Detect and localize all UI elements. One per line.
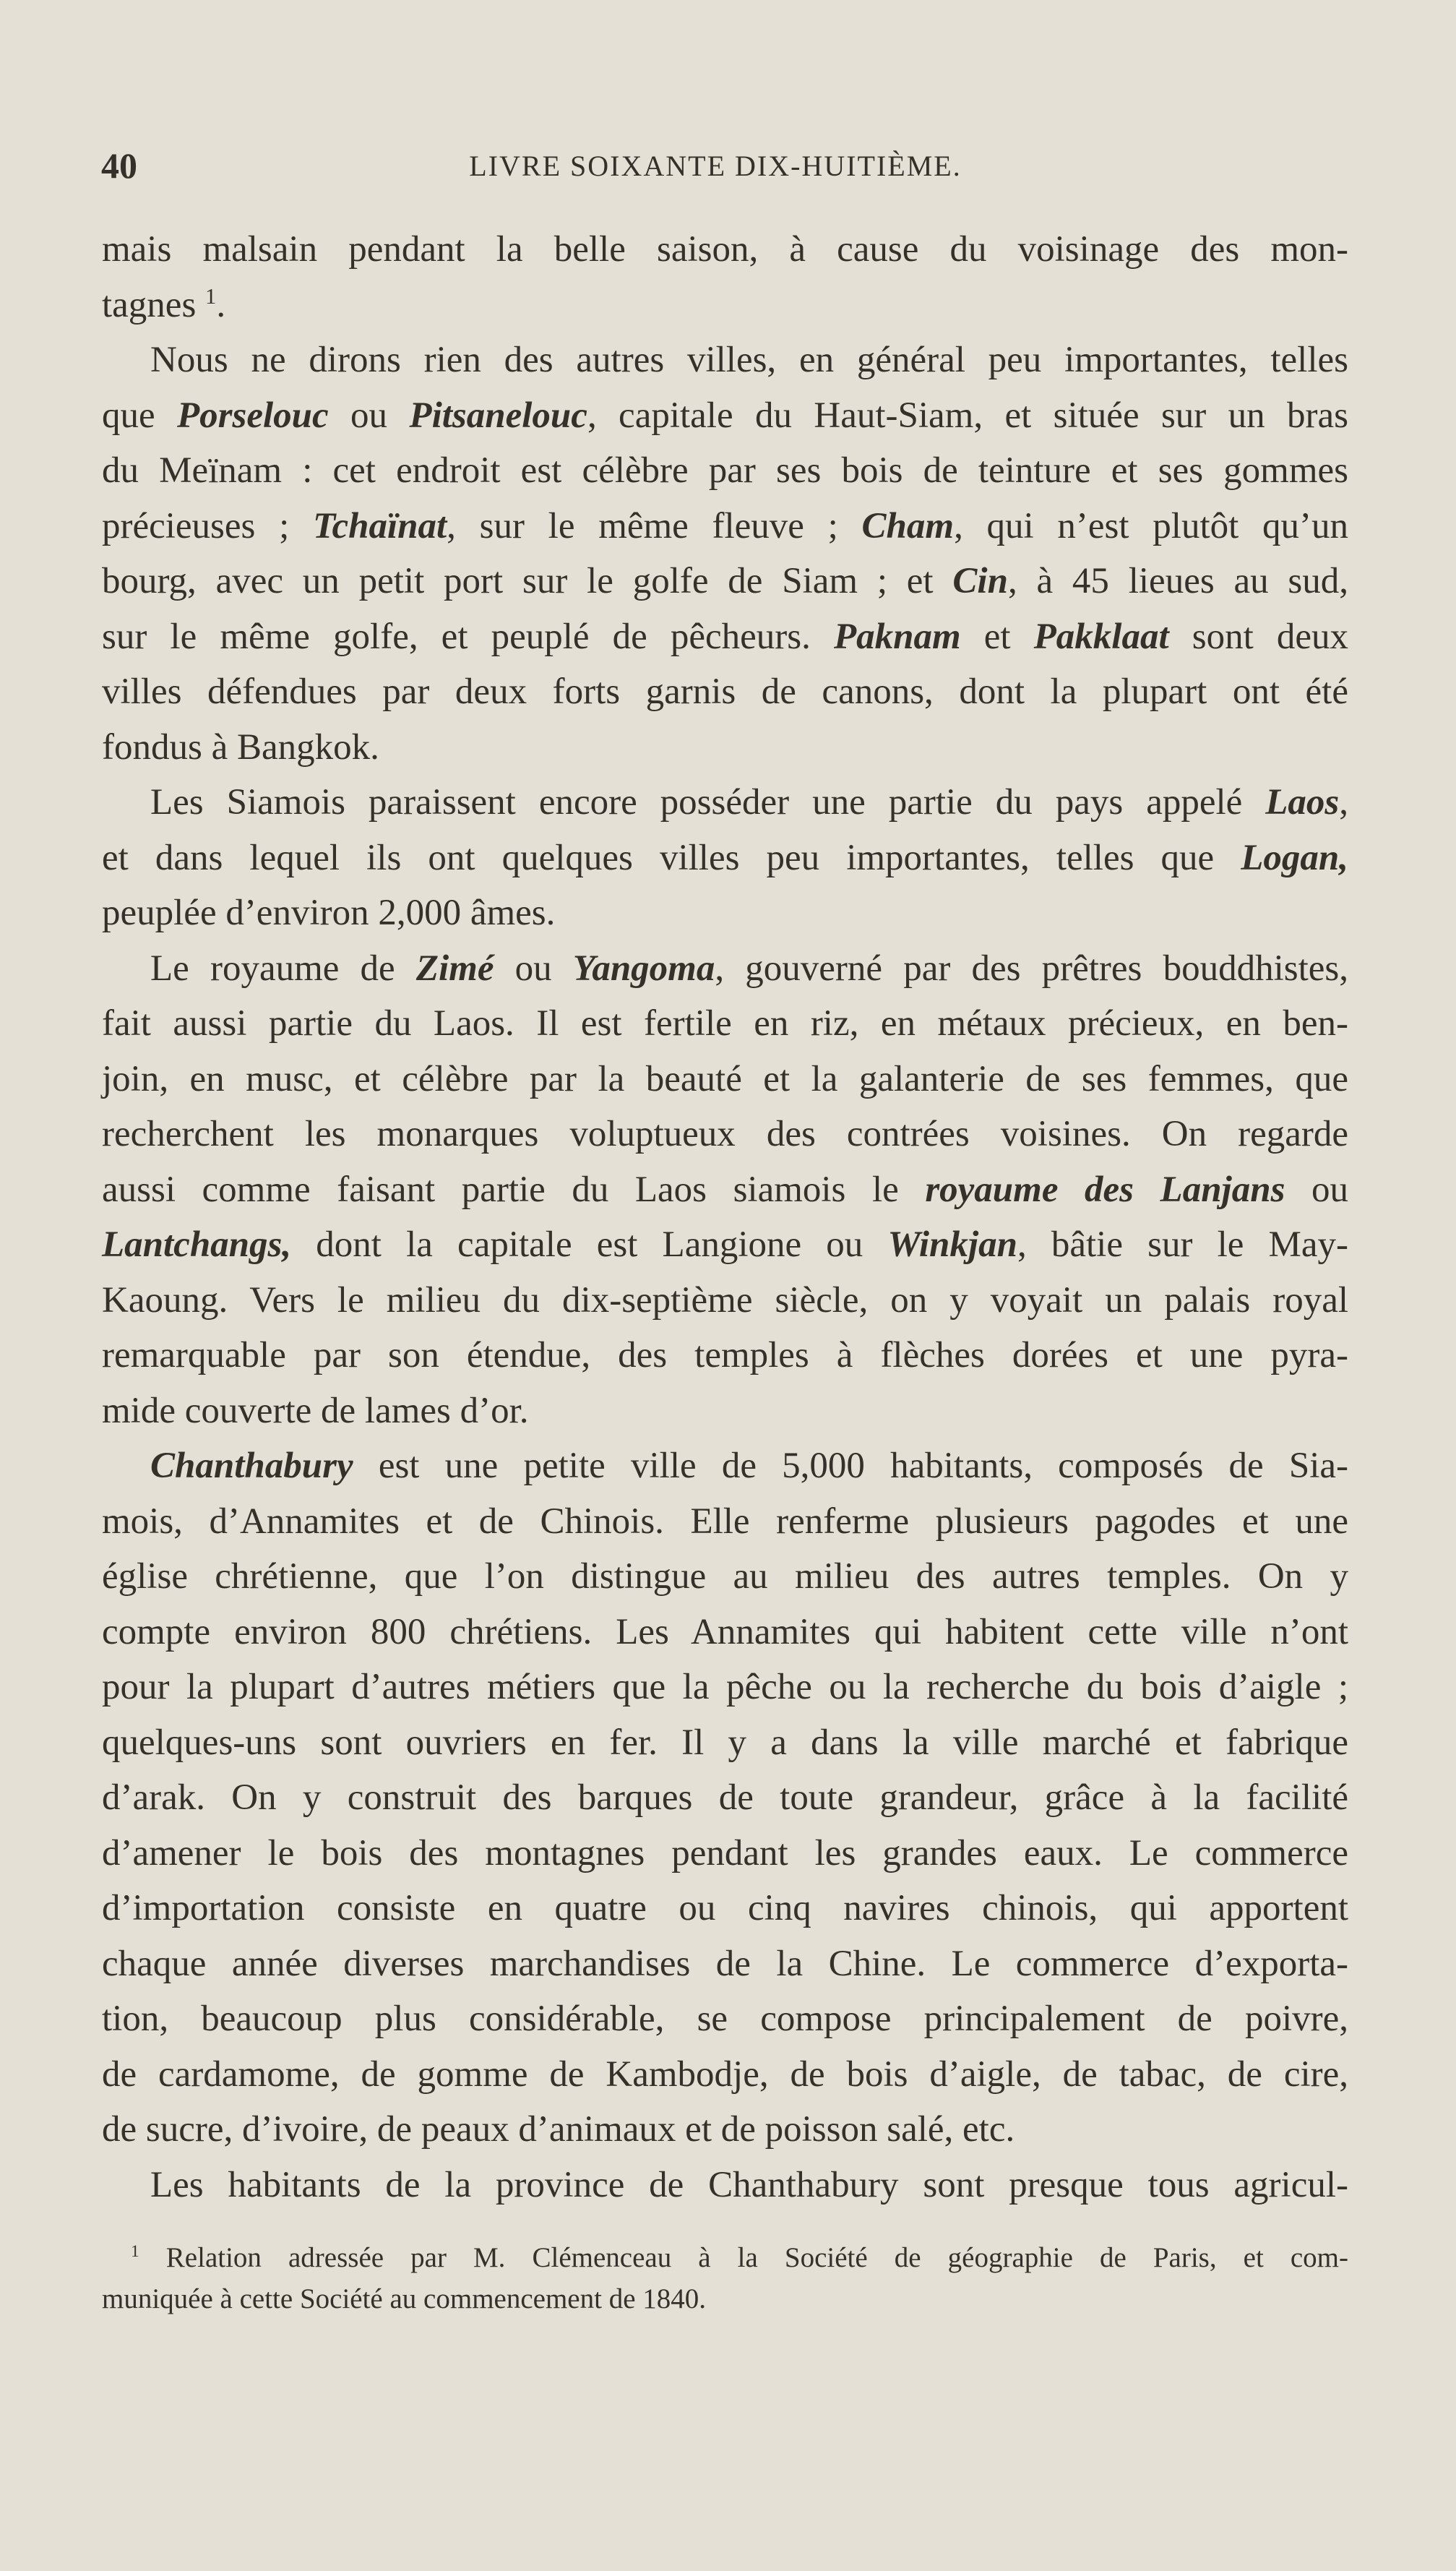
footnote-ref: 1 xyxy=(205,283,217,309)
text-segment: tion, beaucoup plus considérable, se compose principalement de poivre, xyxy=(102,1999,1348,2039)
text-line xyxy=(102,443,1348,499)
text-line xyxy=(102,830,1348,886)
text-segment: et xyxy=(960,616,1034,657)
text-line xyxy=(102,278,1348,333)
text-segment: aussi comme faisant partie du Laos siamois le xyxy=(102,1169,926,1210)
text-segment: fondus à Bangkok. xyxy=(102,726,379,768)
text-line xyxy=(102,222,1348,278)
text-line xyxy=(102,1383,1348,1439)
text-segment: ou xyxy=(1285,1169,1348,1210)
text-segment: ou xyxy=(328,395,410,436)
text-segment: d’arak. On y construit des barques de toute grandeur, grâce à la facilité xyxy=(102,1777,1348,1818)
text-line xyxy=(102,720,1348,776)
text-segment: mide couverte de lames d’or. xyxy=(102,1390,529,1431)
text-line xyxy=(102,2158,1348,2213)
text-line xyxy=(102,941,1348,997)
italic-term: Cin xyxy=(952,561,1008,601)
text-line xyxy=(102,554,1348,609)
text-segment: remarquable par son étendue, des temples à flèches dorées et une pyra- xyxy=(102,1335,1348,1375)
text-segment: précieuses ; xyxy=(102,505,313,546)
text-line xyxy=(102,332,1348,388)
text-line xyxy=(102,775,1348,830)
text-line xyxy=(102,885,1348,941)
italic-term: Pitsanelouc xyxy=(409,395,587,436)
text-line xyxy=(102,1936,1348,1992)
text-line xyxy=(102,2047,1348,2103)
italic-term: Chanthabury xyxy=(150,1446,353,1486)
text-segment: mois, d’Annamites et de Chinois. Elle renferme plusieurs pagodes et une xyxy=(102,1501,1348,1542)
text-line xyxy=(102,1549,1348,1605)
text-segment: Le royaume de xyxy=(150,948,416,989)
text-segment: d’importation consiste en quatre ou cinq navires chinois, qui apportent xyxy=(102,1888,1348,1928)
text-segment: , xyxy=(1339,782,1348,823)
text-segment: , à 45 lieues au sud, xyxy=(1007,561,1348,601)
text-line xyxy=(102,1494,1348,1550)
footnote-text: Relation adressée par M. Clémenceau à la Société de géographie de Paris, et com- xyxy=(165,2242,1349,2273)
text-segment: dont la capitale est Langione ou xyxy=(291,1224,888,1265)
text-line xyxy=(102,1052,1348,1107)
italic-term: Paknam xyxy=(833,616,961,657)
body-text xyxy=(102,222,1348,2212)
italic-term: Lantchangs, xyxy=(102,1224,292,1265)
text-line xyxy=(102,609,1348,665)
text-line xyxy=(102,1770,1348,1826)
italic-term: Tchaïnat xyxy=(312,505,447,546)
text-line xyxy=(102,1660,1348,1715)
italic-term: Winkjan xyxy=(887,1224,1017,1265)
text-segment: , qui n’est plutôt qu’un xyxy=(954,505,1348,546)
text-line xyxy=(102,1605,1348,1660)
footnote-line xyxy=(102,2237,1348,2278)
text-segment: sont deux xyxy=(1168,616,1349,657)
text-segment: peuplée d’environ 2,000 âmes. xyxy=(102,893,556,933)
text-segment: tagnes xyxy=(102,284,206,325)
text-segment: est une petite ville de 5,000 habitants, composés de Sia- xyxy=(353,1446,1348,1486)
text-line xyxy=(102,1881,1348,1936)
italic-term: Laos xyxy=(1265,782,1340,823)
text-segment: , sur le même fleuve ; xyxy=(447,505,862,546)
italic-term: Logan, xyxy=(1241,837,1348,878)
footnote-text: muniquée à cette Société au commencement de 1840. xyxy=(102,2283,707,2314)
text-segment: sur le même golfe, et peuplé de pêcheurs. xyxy=(102,616,834,657)
text-line xyxy=(102,1162,1348,1218)
text-line xyxy=(102,1991,1348,2047)
text-line xyxy=(102,1273,1348,1329)
italic-term: Cham xyxy=(861,505,955,546)
italic-term: Yangoma xyxy=(572,948,715,989)
text-segment: Les Siamois paraissent encore posséder une partie du pays appelé xyxy=(150,782,1266,823)
text-segment: . xyxy=(216,284,226,325)
text-segment: , bâtie sur le May- xyxy=(1017,1224,1349,1265)
text-line xyxy=(102,1715,1348,1771)
text-line xyxy=(102,1107,1348,1162)
text-line xyxy=(102,388,1348,444)
italic-term: Porselouc xyxy=(177,395,329,436)
italic-term: royaume des Lanjans xyxy=(925,1169,1285,1210)
text-segment: mais malsain pendant la belle saison, à cause du voisinage des mon- xyxy=(102,229,1348,270)
text-segment: que xyxy=(102,395,178,436)
text-line xyxy=(102,2102,1348,2158)
text-segment: villes défendues par deux forts garnis de canons, dont la plupart ont été xyxy=(102,671,1348,712)
text-line xyxy=(102,996,1348,1052)
footnotes xyxy=(102,2237,1348,2319)
text-segment: quelques-uns sont ouvriers en fer. Il y a dans la ville marché et fabrique xyxy=(102,1722,1348,1763)
text-line xyxy=(102,664,1348,720)
text-line xyxy=(102,1438,1348,1494)
text-segment: recherchent les monarques voluptueux des contrées voisines. On regarde xyxy=(102,1114,1348,1154)
text-segment: et dans lequel ils ont quelques villes peu importantes, telles que xyxy=(102,837,1241,878)
text-segment: Nous ne dirons rien des autres villes, en général peu importantes, telles xyxy=(150,340,1348,380)
text-segment: Kaoung. Vers le milieu du dix-septième siècle, on y voyait un palais royal xyxy=(102,1279,1348,1321)
text-segment: , gouverné par des prêtres bouddhistes, xyxy=(715,948,1348,989)
text-segment: ou xyxy=(494,948,573,989)
running-head: LIVRE SOIXANTE DIX-HUITIÈME. xyxy=(469,150,962,182)
text-line xyxy=(102,1826,1348,1881)
text-segment: pour la plupart d’autres métiers que la pêche ou la recherche du bois d’aigle ; xyxy=(102,1667,1348,1707)
text-segment: d’amener le bois des montagnes pendant les grandes eaux. Le commerce xyxy=(102,1832,1348,1873)
text-line xyxy=(102,1328,1348,1383)
text-segment: Les habitants de la province de Chanthabury sont presque tous agricul- xyxy=(150,2164,1348,2205)
text-segment: église chrétienne, que l’on distingue au milieu des autres temples. On y xyxy=(102,1556,1348,1597)
italic-term: Zimé xyxy=(415,948,494,989)
text-segment: fait aussi partie du Laos. Il est fertile en riz, en métaux précieux, en ben- xyxy=(102,1003,1348,1044)
page-number: 40 xyxy=(101,145,137,186)
text-line xyxy=(102,499,1348,554)
text-segment: compte environ 800 chrétiens. Les Annamites qui habitent cette ville n’ont xyxy=(102,1611,1348,1652)
italic-term: Pakklaat xyxy=(1033,616,1169,657)
text-segment: bourg, avec un petit port sur le golfe de Siam ; et xyxy=(102,561,953,601)
text-segment: , capitale du Haut-Siam, et située sur un bras xyxy=(587,395,1348,436)
text-segment: du Meïnam : cet endroit est célèbre par ses bois de teinture et ses gommes xyxy=(102,450,1348,491)
text-segment: de cardamome, de gomme de Kambodje, de bois d’aigle, de tabac, de cire, xyxy=(102,2053,1348,2095)
footnote-marker: 1 xyxy=(131,2242,139,2261)
text-segment: chaque année diverses marchandises de la Chine. Le commerce d’exporta- xyxy=(102,1943,1348,1984)
text-segment: de sucre, d’ivoire, de peaux d’animaux et de poisson salé, etc. xyxy=(102,2109,1015,2150)
text-line xyxy=(102,1217,1348,1273)
footnote-line xyxy=(102,2278,1348,2319)
text-segment: join, en musc, et célèbre par la beauté et la galanterie de ses femmes, que xyxy=(102,1058,1348,1099)
